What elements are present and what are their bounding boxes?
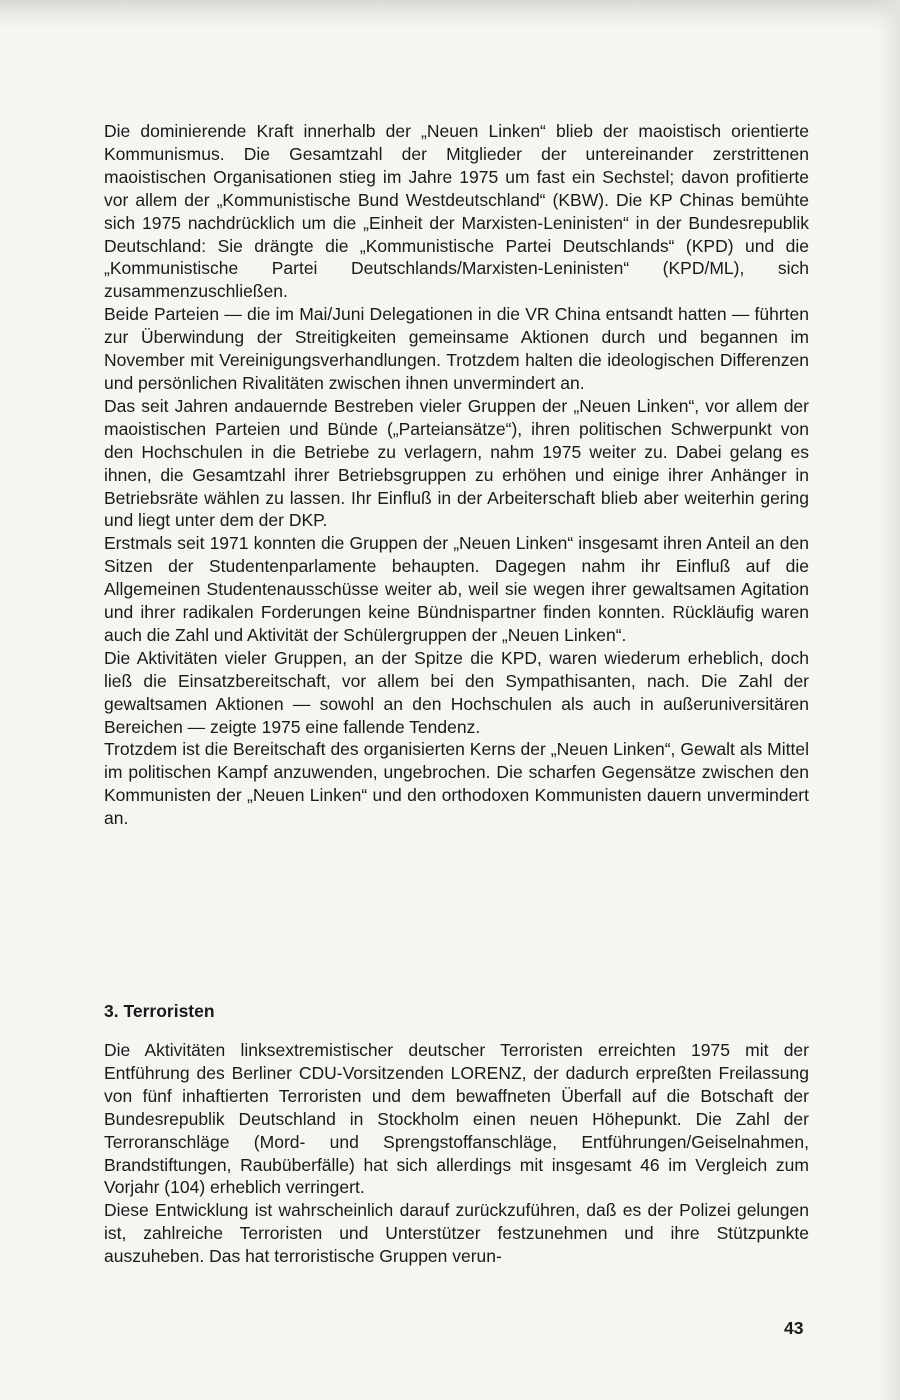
paragraph: Diese Entwicklung ist wahrscheinlich darauf zurückzuführen, daß es der Polizei gelungen ist, zahlreiche Terroristen und Unterstützer festzunehmen und ihre Stützpunkte auszuheben. Das hat terroristische Gruppen verun-: [104, 1200, 809, 1267]
body-text-section-terroristen: [104, 1039, 809, 1268]
page-number: 43: [784, 1318, 804, 1338]
body-text-section-intro: [104, 120, 809, 830]
scan-right-shadow: [878, 0, 900, 1400]
paragraph: Beide Parteien — die im Mai/Juni Delegationen in die VR China entsandt hatten — führten zur Überwindung der Streitigkeiten gemeinsame Aktionen durch und begannen im November mit Vereinigungsverhandlungen. Trotzdem halten die ideologischen Differenzen und persönlichen Rivalitäten zwischen ihnen unvermindert an.: [104, 304, 809, 393]
paragraph: Die Aktivitäten vieler Gruppen, an der Spitze die KPD, waren wiederum erheblich, doch ließ die Einsatzbereitschaft, vor allem bei den Sympathisanten, nach. Die Zahl der gewaltsamen Aktionen — sowohl an den Hochschulen als auch in außeruniversitären Bereichen — zeigte 1975 eine fallende Tendenz.: [104, 647, 809, 737]
paragraph: Trotzdem ist die Bereitschaft des organisierten Kerns der „Neuen Linken“, Gewalt als Mittel im politischen Kampf anzuwenden, ungebrochen. Die scharfen Gegensätze zwischen den Kommunisten der „Neuen Linken“ und den orthodoxen Kommunisten dauern unvermindert an.: [104, 739, 809, 829]
paragraph: Die dominierende Kraft innerhalb der „Neuen Linken“ blieb der maoistisch orientierte Kommunismus. Die Gesamtzahl der Mitglieder der untereinander zerstrittenen maoistischen Organisationen stieg im Jahre 1975 um fast ein Sechstel; davon profitierte vor allem der „Kommunistische Bund Westdeutschland“ (KBW). Die KP Chinas bemühte sich 1975 nachdrücklich um die „Einheit der Marxisten-Leninisten“ in der Bundesrepublik Deutschland: Sie drängte die „Kommunistische Partei Deutschlands“ (KPD) und die „Kommunistische Partei Deutschlands/Marxisten-Leninisten“ (KPD/ML), sich zusammenzuschließen.: [104, 121, 809, 302]
section-heading: 3. Terroristen: [104, 1001, 215, 1021]
paragraph: Das seit Jahren andauernde Bestreben vieler Gruppen der „Neuen Linken“, vor allem der maoistischen Parteien und Bünde („Parteiansätze“), ihren politischen Schwerpunkt von den Hochschulen in die Betriebe zu verlagern, nahm 1975 weiter zu. Dabei gelang es ihnen, die Gesamtzahl ihrer Betriebsgruppen zu erhöhen und einige ihrer Anhänger in Betriebsräte wählen zu lassen. Ihr Einfluß in der Arbeiterschaft blieb aber weiterhin gering und liegt unter dem der DKP.: [104, 395, 809, 531]
scan-top-shadow: [0, 0, 900, 30]
paragraph: Erstmals seit 1971 konnten die Gruppen der „Neuen Linken“ insgesamt ihren Anteil an den Sitzen der Studentenparlamente behaupten. Dagegen nahm ihr Einfluß auf die Allgemeinen Studentenausschüsse weiter ab, weil sie wegen ihrer gewaltsamen Agitation und ihrer radikalen Forderungen keine Bündnispartner finden konnten. Rückläufig waren auch die Zahl und Aktivität der Schülergruppen der „Neuen Linken“.: [104, 533, 809, 645]
paragraph: Die Aktivitäten linksextremistischer deutscher Terroristen erreichten 1975 mit der Entführung des Berliner CDU-Vorsitzenden LORENZ, der dadurch erpreßten Freilassung von fünf inhaftierten Terroristen und dem bewaffneten Überfall auf die Botschaft der Bundesrepublik Deutschland in Stockholm einen neuen Höhepunkt. Die Zahl der Terroranschläge (Mord- und Sprengstoffanschläge, Entführungen/Geiselnahmen, Brandstiftungen, Raubüberfälle) hat sich allerdings mit insgesamt 46 im Vergleich zum Vorjahr (104) erheblich verringert.: [104, 1040, 809, 1198]
